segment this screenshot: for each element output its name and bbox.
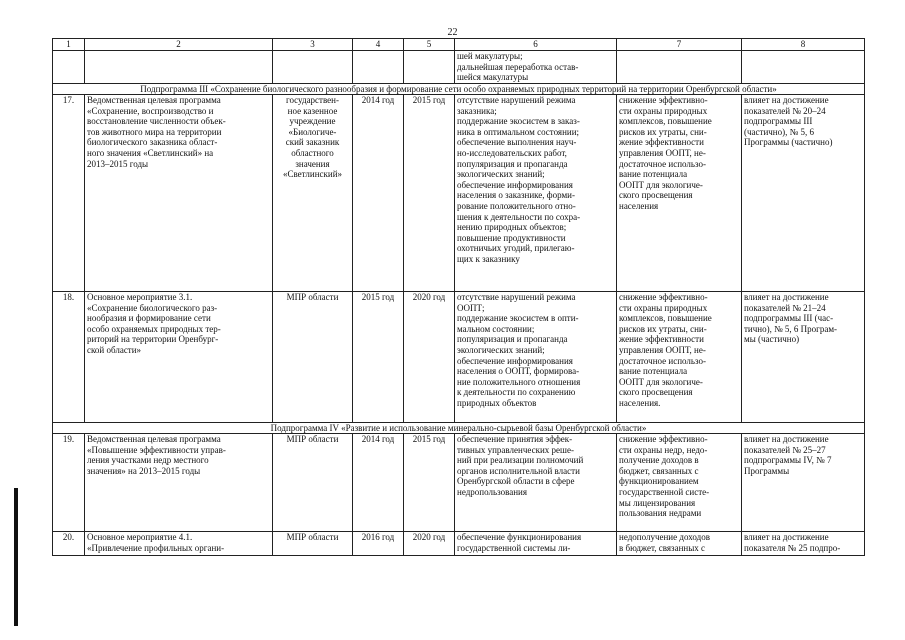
subprogram-heading-row	[53, 84, 865, 95]
cell-indicator-link: влияет на достижение показателя № 25 подпро-	[742, 532, 865, 556]
cell-consequences: снижение эффективно- сти охраны недр, недо- получение доходов в бюджет, связанных с функционированием государственной систе- мы лицензирования пользования недрами	[617, 434, 742, 532]
row-number: 18.	[53, 292, 85, 423]
cell-consequences: снижение эффективно- сти охраны природных комплексов, повышение рисков их утраты, сни- жение эффективности управления ООПТ, не- достаточное использо- вание потенциала ООПТ для экологиче- ского просвещения населения	[617, 95, 742, 292]
col-header: 7	[617, 39, 742, 51]
cell-executor: МПР области	[273, 292, 353, 423]
cell-results: отсутствие нарушений режима заказника; поддержание экосистем в заказ- ника в оптимальном состоянии; обеспечение выполнения науч- но-исследовательских работ, популяризация и пропаганда экологических знаний; обеспечение информирования населения о заказнике, форми- рование положительного отно- шения к деятельности по сохра- нению природных объектов; повышение продуктивности охотничьих угодий, прилегаю- щих к заказнику	[455, 95, 617, 292]
cell-end-year: 2020 год	[404, 292, 455, 423]
row-number: 20.	[53, 532, 85, 556]
cell-executor: государствен- ное казенное учреждение «Биологиче- ский заказник областного значения «Светлинский»	[273, 95, 353, 292]
program-table	[52, 38, 865, 556]
col-header: 8	[742, 39, 865, 51]
cell-indicator-link: влияет на достижение показателей № 20–24 подпрограммы III (частично), № 5, 6 Программы (частично)	[742, 95, 865, 292]
cell-name: Основное мероприятие 4.1. «Привлечение профильных органи-	[85, 532, 273, 556]
cell-start-year: 2014 год	[353, 434, 404, 532]
continuation-row	[53, 51, 865, 84]
cell-name: Основное мероприятие 3.1. «Сохранение биологического раз- нообразия и формирование сети особо охраняемых природных тер- риторий на территории Оренбург- ской области»	[85, 292, 273, 423]
col-header: 1	[53, 39, 85, 51]
subprogram-title: Подпрограмма III «Сохранение биологического разнообразия и формирование сети особо охраняемых природных территорий на территории Оренбургской области»	[53, 84, 865, 95]
column-number-header	[53, 39, 865, 51]
subprogram-title: Подпрограмма IV «Развитие и использование минерально-сырьевой базы Оренбургской области»	[53, 423, 865, 434]
table-row	[53, 95, 865, 292]
cell-name: Ведомственная целевая программа «Сохранение, воспроизводство и восстановление численности объек- тов животного мира на территории биологического заказника област- ного значения «Светлинский» на 2013–2015 годы	[85, 95, 273, 292]
cell-results: шей макулатуры; дальнейшая переработка остав- шейся макулатуры	[455, 51, 617, 84]
cell-start-year: 2015 год	[353, 292, 404, 423]
cell-results: обеспечение функционирования государственной системы ли-	[455, 532, 617, 556]
col-header: 2	[85, 39, 273, 51]
cell-name: Ведомственная целевая программа «Повышение эффективности управ- ления участками недр местного значения» на 2013–2015 годы	[85, 434, 273, 532]
row-number: 17.	[53, 95, 85, 292]
page-number: 22	[447, 27, 458, 38]
cell-consequences: снижение эффективно- сти охраны природных комплексов, повышение рисков их утраты, сни- жение эффективности управления ООПТ, не- достаточное использо- вание потенциала ООПТ для экологиче- ского просвещения населения.	[617, 292, 742, 423]
cell-start-year: 2014 год	[353, 95, 404, 292]
cell-end-year: 2015 год	[404, 95, 455, 292]
cell-indicator-link: влияет на достижение показателей № 25–27 подпрограммы IV, № 7 Программы	[742, 434, 865, 532]
col-header: 4	[353, 39, 404, 51]
row-number: 19.	[53, 434, 85, 532]
col-header: 5	[404, 39, 455, 51]
table-row	[53, 434, 865, 532]
left-margin-bar	[14, 488, 18, 626]
subprogram-heading-row	[53, 423, 865, 434]
table-row	[53, 292, 865, 423]
col-header: 3	[273, 39, 353, 51]
cell-end-year: 2015 год	[404, 434, 455, 532]
cell-start-year: 2016 год	[353, 532, 404, 556]
table-row	[53, 532, 865, 556]
cell-indicator-link: влияет на достижение показателей № 21–24 подпрограммы III (час- тично), № 5, 6 Програм- мы (частично)	[742, 292, 865, 423]
cell-results: отсутствие нарушений режима ООПТ; поддержание экосистем в опти- мальном состоянии; популяризация и пропаганда экологических знаний; обеспечение информирования населения о ООПТ, формирова- ние положительного отношения к деятельности по сохранению природных объектов	[455, 292, 617, 423]
cell-consequences: недополучение доходов в бюджет, связанных с	[617, 532, 742, 556]
cell-executor: МПР области	[273, 532, 353, 556]
col-header: 6	[455, 39, 617, 51]
cell-end-year: 2020 год	[404, 532, 455, 556]
cell-results: обеспечение принятия эффек- тивных управленческих реше- ний при реализации полномочий органов исполнительной власти Оренбургской области в сфере недропользования	[455, 434, 617, 532]
cell-executor: МПР области	[273, 434, 353, 532]
